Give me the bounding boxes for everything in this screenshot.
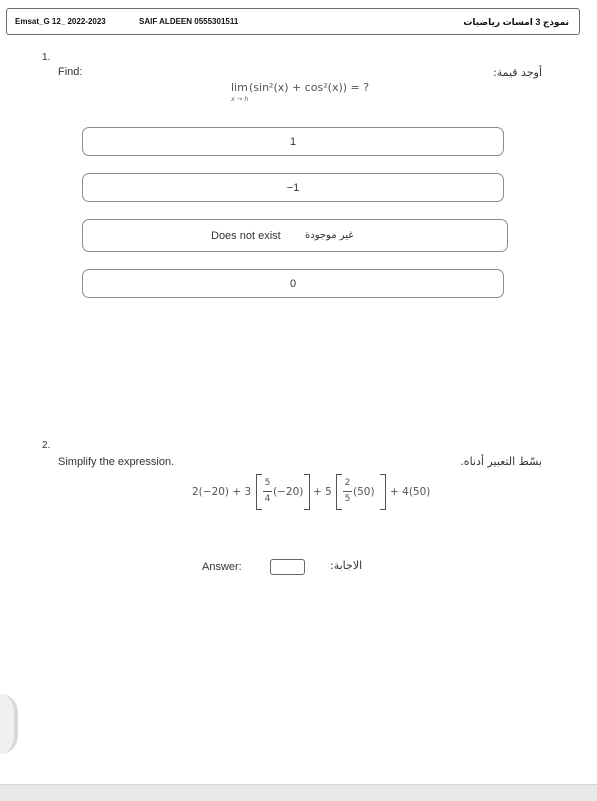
question-1-number: 1. [42,52,51,63]
limit-body: (sin²(x) + cos²(x)) = ? [249,81,370,94]
answer-input[interactable] [270,559,305,575]
fraction-denominator: 4 [264,494,271,504]
expr-part: + 4(50) [390,486,431,498]
author-contact: SAIF ALDEEN 0555301511 [139,17,239,26]
simplify-expression [192,473,431,513]
expr-part: 2(−20) + 3 [192,486,252,498]
question-2-number: 2. [42,440,51,451]
limit-expression [231,81,391,107]
bottom-bar [0,784,597,801]
choice-option-1[interactable] [82,127,504,156]
exam-title-ar: نموذج 3 امسات رياضيات [463,17,569,27]
question-1-prompt: Find: [58,66,83,78]
choice-label: 0 [289,278,297,290]
choice-option-4[interactable] [82,269,504,298]
choice-label: 1 [289,136,297,148]
left-bracket [336,474,342,510]
lim-subscript: x → h [231,95,249,103]
choice-label: Does not exist [211,230,281,242]
fraction-2-5 [343,477,352,505]
fraction-numerator: 5 [264,478,271,488]
choice-label: −1 [286,182,300,194]
expr-part: (−20) [273,486,304,498]
choice-label-ar: غير موجودة [305,230,354,241]
answer-label-ar: الاجابة: [330,559,363,572]
question-1-prompt-ar: أوجد قيمة: [493,66,542,79]
page-header [6,8,580,35]
answer-label: Answer: [202,561,242,573]
lim-operator: lim [231,81,248,94]
fraction-denominator: 5 [344,494,351,504]
choice-option-3[interactable] [82,219,508,252]
fraction-bar [343,491,352,492]
left-bracket [256,474,262,510]
expr-part: + 5 [313,486,332,498]
exam-code: Emsat_G 12_ 2022-2023 [15,17,106,26]
fraction-5-4 [263,477,272,505]
fraction-bar [263,491,272,492]
right-bracket [304,474,310,510]
scroll-edge-shadow [0,694,18,754]
right-bracket [380,474,386,510]
question-2-prompt-ar: بسّط التعبير أدناه. [460,455,542,468]
fraction-numerator: 2 [344,478,351,488]
choice-option-2[interactable] [82,173,504,202]
expr-part: (50) [353,486,375,498]
question-2-prompt: Simplify the expression. [58,456,175,468]
